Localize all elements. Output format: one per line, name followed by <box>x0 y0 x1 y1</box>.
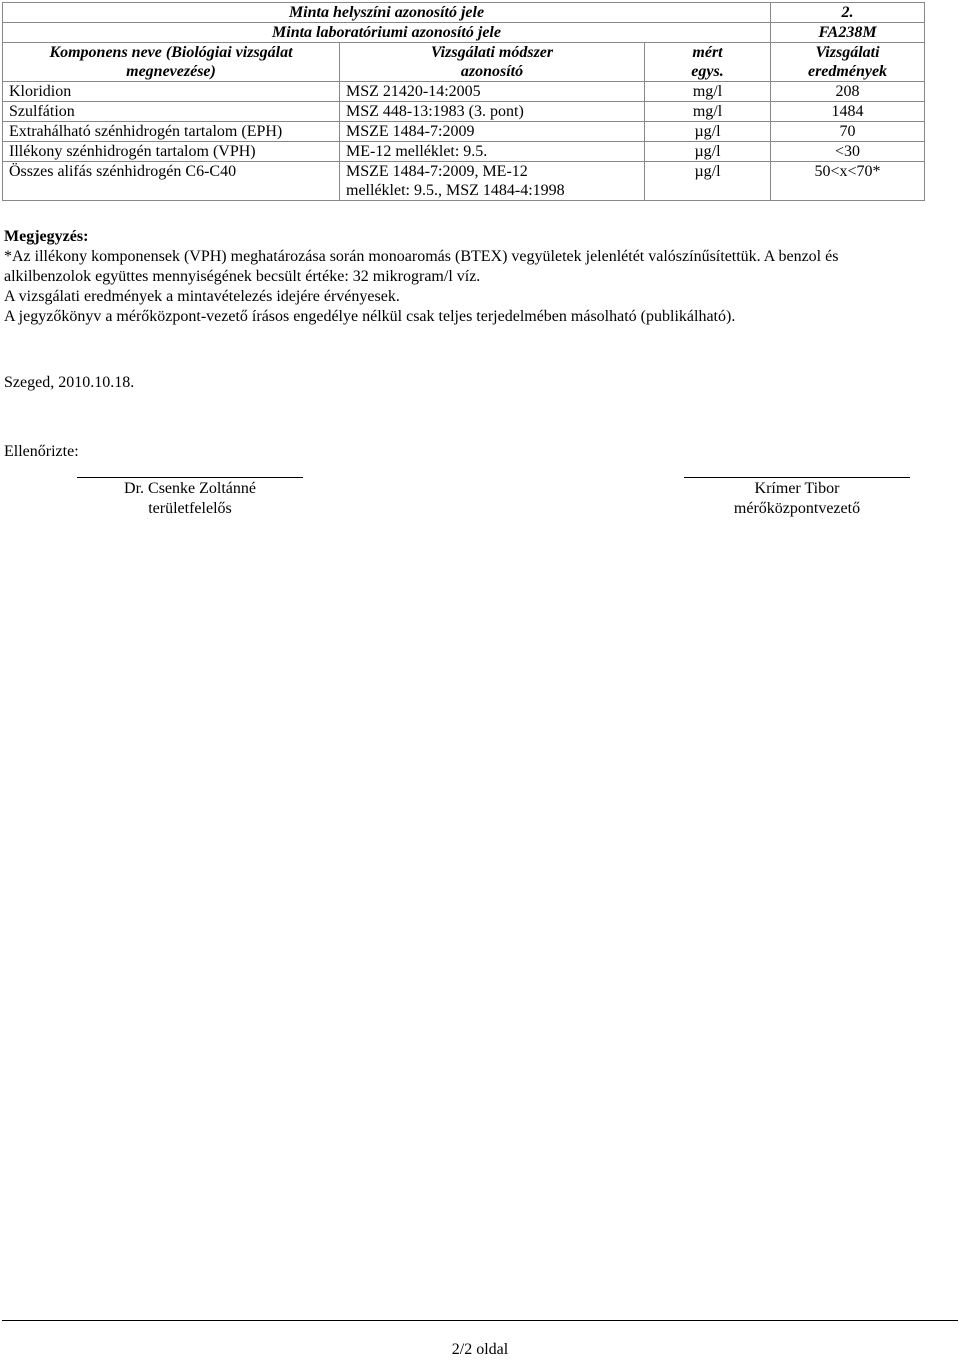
signature-block <box>684 477 910 519</box>
col-header-result-line: Vizsgálati <box>815 44 880 61</box>
sample-site-label: Minta helyszíni azonosító jele <box>3 3 771 23</box>
cell-component: Illékony szénhidrogén tartalom (VPH) <box>3 142 340 162</box>
page-number: 2/2 oldal <box>451 1341 509 1358</box>
cell-result: <30 <box>771 142 925 162</box>
cell-method <box>340 162 645 201</box>
sample-site-row <box>3 3 925 23</box>
col-header-unit <box>645 43 771 82</box>
col-header-method-line: azonosító <box>460 63 524 80</box>
column-header-row <box>3 43 925 82</box>
col-header-method-line: Vizsgálati módszer <box>430 44 554 61</box>
cell-result: 208 <box>771 82 925 102</box>
cell-method: MSZ 21420-14:2005 <box>340 82 645 102</box>
col-header-component <box>3 43 340 82</box>
footer-divider <box>2 1320 958 1321</box>
table-row <box>3 82 925 102</box>
cell-method: MSZE 1484-7:2009 <box>340 122 645 142</box>
sample-lab-row <box>3 23 925 43</box>
signer-title: mérőközpontvezető <box>733 500 861 517</box>
notes-section <box>4 227 944 327</box>
table-row <box>3 142 925 162</box>
notes-line: A vizsgálati eredmények a mintavételezés idejére érvényesek. <box>4 288 400 305</box>
cell-unit: µg/l <box>645 142 771 162</box>
cell-component: Szulfátion <box>3 102 340 122</box>
col-header-method <box>340 43 645 82</box>
signer-name: Krímer Tibor <box>754 480 840 497</box>
cell-result: 70 <box>771 122 925 142</box>
col-header-result <box>771 43 925 82</box>
notes-line: alkilbenzolok együttes mennyiségének becsült értéke: 32 mikrogram/l víz. <box>4 268 481 285</box>
signature-line <box>684 477 910 478</box>
cell-unit: µg/l <box>645 162 771 201</box>
cell-result: 50<x<70* <box>771 162 925 201</box>
cell-component: Összes alifás szénhidrogén C6-C40 <box>3 162 340 201</box>
sample-site-value: 2. <box>771 3 925 23</box>
table-row <box>3 122 925 142</box>
table-row <box>3 102 925 122</box>
place-date: Szeged, 2010.10.18. <box>4 374 135 391</box>
col-header-result-line: eredmények <box>807 63 888 80</box>
col-header-unit-line: egys. <box>691 63 724 80</box>
signer-name: Dr. Csenke Zoltánné <box>124 480 256 497</box>
col-header-component-line: Komponens neve (Biológiai vizsgálat <box>49 44 293 61</box>
cell-unit: µg/l <box>645 122 771 142</box>
sample-lab-value: FA238M <box>771 23 925 43</box>
cell-unit: mg/l <box>645 82 771 102</box>
signature-line <box>77 477 303 478</box>
cell-unit: mg/l <box>645 102 771 122</box>
notes-line: A jegyzőkönyv a mérőközpont-vezető írásos engedélye nélkül csak teljes terjedelmében másolható (publikálható). <box>4 308 736 325</box>
cell-component: Kloridion <box>3 82 340 102</box>
cell-method-line: MSZE 1484-7:2009, ME-12 <box>346 163 528 180</box>
cell-method-line: melléklet: 9.5., MSZ 1484-4:1998 <box>346 182 565 199</box>
notes-heading: Megjegyzés: <box>4 228 89 245</box>
results-table <box>2 2 925 201</box>
cell-component: Extrahálható szénhidrogén tartalom (EPH) <box>3 122 340 142</box>
col-header-unit-line: mért <box>692 44 723 61</box>
signer-title: területfelelős <box>148 500 232 517</box>
table-row <box>3 162 925 201</box>
notes-line: *Az illékony komponensek (VPH) meghatározása során monoaromás (BTEX) vegyületek jelenlétét valószínűsítettük. A benzol és <box>4 248 839 265</box>
checked-by-label: Ellenőrizte: <box>4 443 79 460</box>
cell-result: 1484 <box>771 102 925 122</box>
cell-method: MSZ 448-13:1983 (3. pont) <box>340 102 645 122</box>
cell-method: ME-12 melléklet: 9.5. <box>340 142 645 162</box>
signature-block <box>77 477 303 519</box>
sample-lab-label: Minta laboratóriumi azonosító jele <box>3 23 771 43</box>
col-header-component-line: megnevezése) <box>126 63 216 80</box>
